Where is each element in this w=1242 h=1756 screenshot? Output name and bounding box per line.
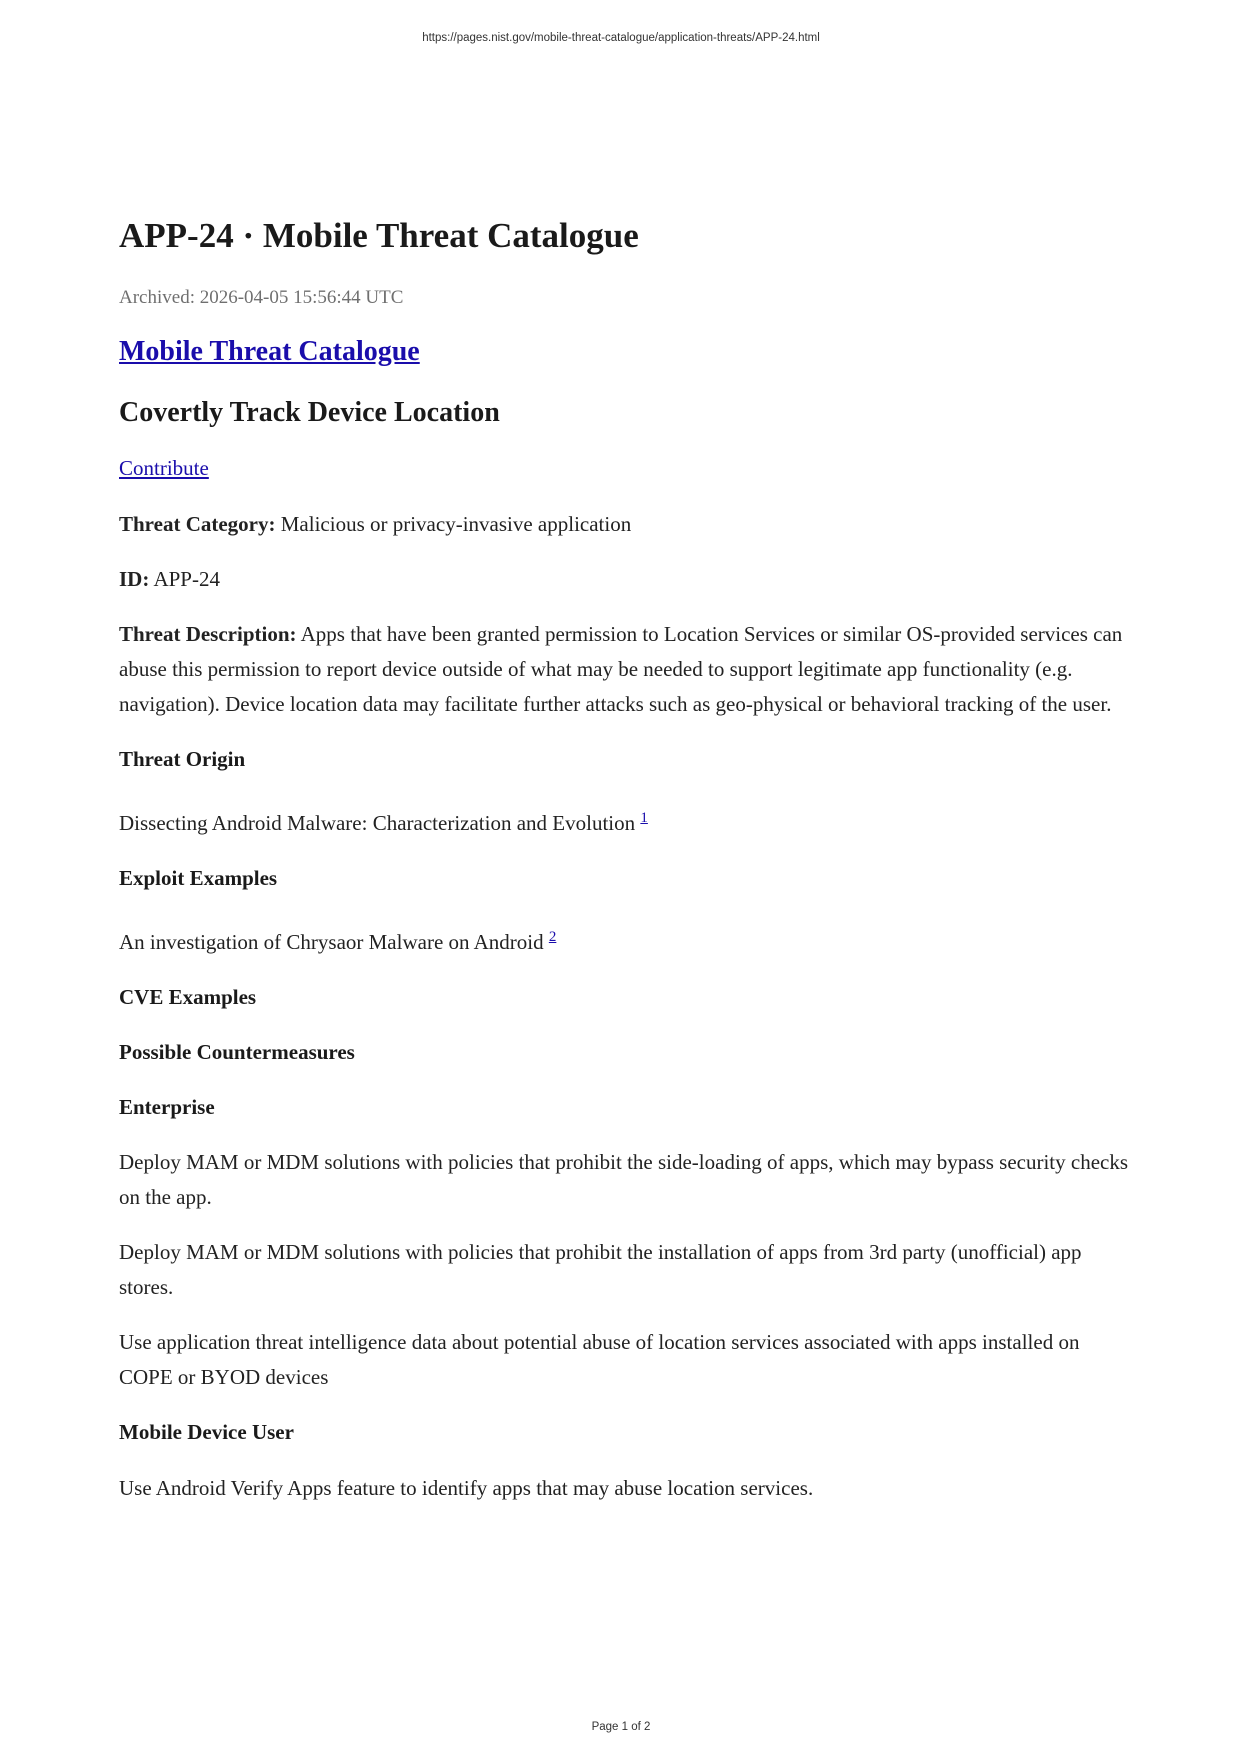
enterprise-heading: Enterprise: [119, 1095, 215, 1119]
footnote-link-2[interactable]: 2: [548, 929, 557, 945]
threat-id-value: APP-24: [153, 567, 220, 591]
threat-description-value: Apps that have been granted permission to Location Services or similar OS-provided services can abuse this permission to report device outside of what may be needed to support legitimate app functionality (e.g. navigation). Device location data may facilitate further attacks such as geo-physical or behavioral tracking of the user.: [119, 622, 1123, 716]
contribute-paragraph: [119, 451, 1129, 486]
threat-category-label: Threat Category:: [119, 512, 276, 536]
mobile-user-heading: Mobile Device User: [119, 1420, 294, 1444]
enterprise-countermeasure-3: Use application threat intelligence data about potential abuse of location services associated with apps installed on COPE or BYOD devices: [119, 1330, 1080, 1389]
footnote-link-1[interactable]: 1: [640, 810, 648, 826]
threat-origin-text: Dissecting Android Malware: Characterization and Evolution: [119, 811, 636, 835]
exploit-example-entry: [119, 918, 1129, 960]
contribute-link[interactable]: Contribute: [119, 456, 209, 480]
enterprise-countermeasure-1: Deploy MAM or MDM solutions with policies that prohibit the side-loading of apps, which may bypass security checks on the app.: [119, 1150, 1129, 1209]
exploit-example-footnote: [549, 925, 557, 945]
document-body: [119, 210, 1129, 1506]
threat-category: [119, 507, 1129, 542]
exploit-example-text: An investigation of Chrysaor Malware on Android: [119, 930, 544, 954]
threat-origin-footnote: [640, 806, 648, 826]
threat-origin-entry: [119, 799, 1129, 841]
threat-id: [119, 562, 1129, 597]
threat-description-label: Threat Description:: [119, 622, 297, 646]
threat-origin-heading: Threat Origin: [119, 747, 246, 771]
archived-timestamp: Archived: 2026-04-05 15:56:44 UTC: [119, 287, 404, 308]
catalogue-home-link[interactable]: Mobile Threat Catalogue: [119, 336, 420, 367]
cve-examples-heading: CVE Examples: [119, 985, 257, 1009]
exploit-examples-heading: Exploit Examples: [119, 866, 278, 890]
mobile-user-countermeasure-1: Use Android Verify Apps feature to identify apps that may abuse location services.: [119, 1476, 814, 1500]
page-indicator: Page 1 of 2: [591, 1721, 651, 1733]
threat-title: Covertly Track Device Location: [119, 397, 500, 428]
threat-description: [119, 617, 1129, 722]
enterprise-countermeasure-2: Deploy MAM or MDM solutions with policies that prohibit the installation of apps from 3rd party (unofficial) app stores.: [119, 1240, 1082, 1299]
threat-id-label: ID:: [119, 567, 150, 591]
page-title: APP-24 · Mobile Threat Catalogue: [119, 216, 639, 255]
countermeasures-heading: Possible Countermeasures: [119, 1040, 355, 1064]
threat-category-value: Malicious or privacy-invasive application: [280, 512, 632, 536]
print-url-header: https://pages.nist.gov/mobile-threat-catalogue/application-threats/APP-24.html: [422, 32, 820, 44]
